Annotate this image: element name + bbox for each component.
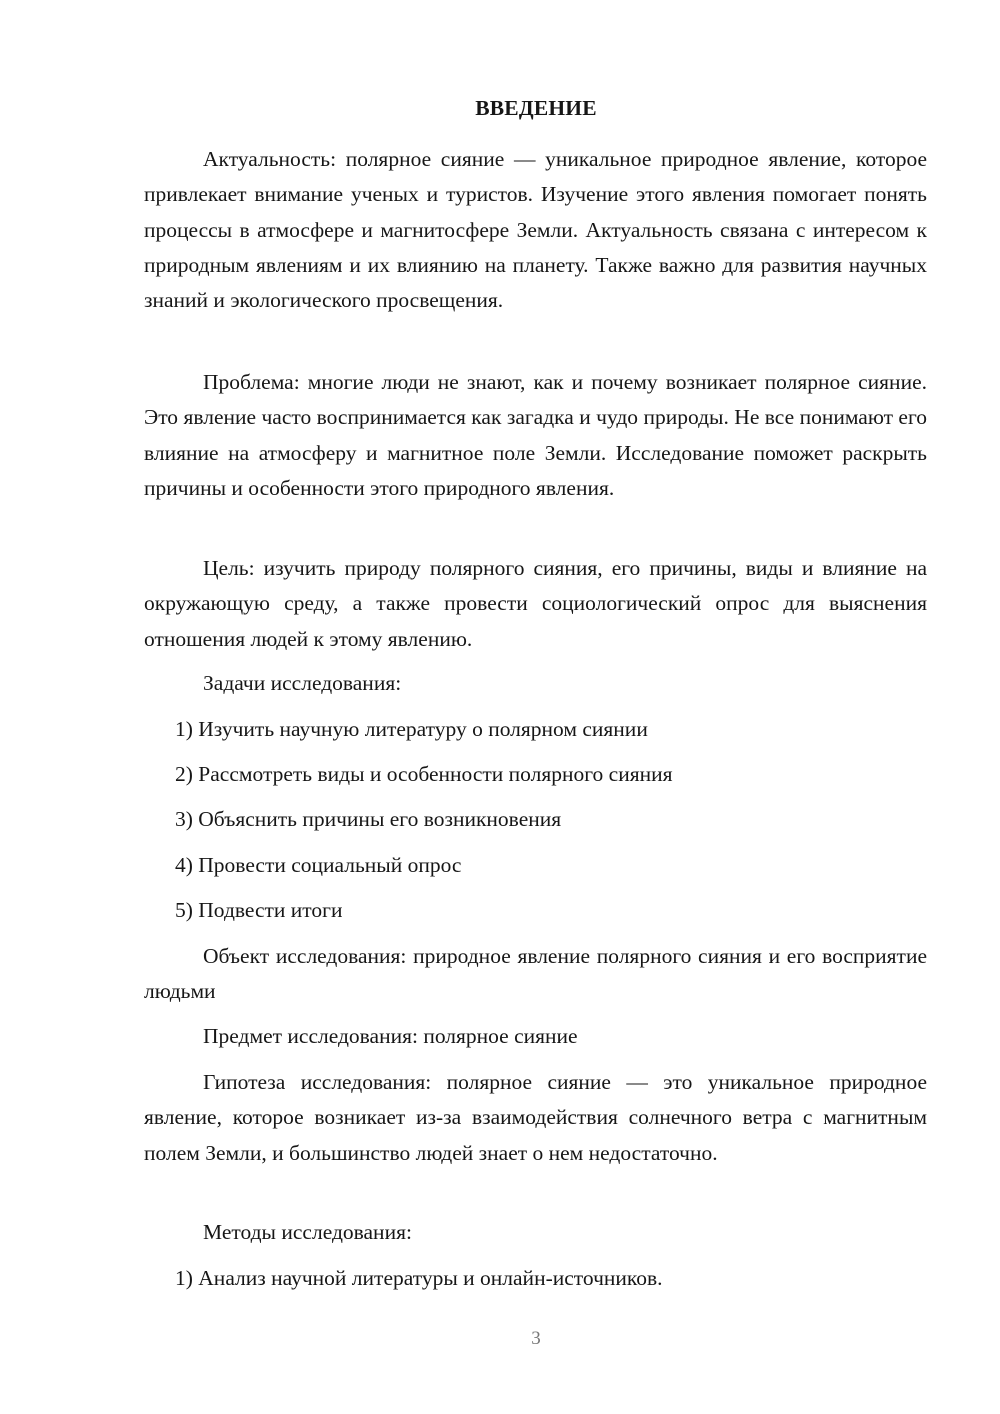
methods-label: Методы исследования: [203, 1220, 412, 1244]
subject-paragraph: Предмет исследования: полярное сияние [203, 1024, 578, 1048]
section-heading: ВВЕДЕНИЕ [475, 96, 597, 120]
object-paragraph: Объект исследования: природное явление полярного сияния и его восприятие людьми [144, 944, 927, 1004]
method-item: 1) Анализ научной литературы и онлайн-источников. [175, 1266, 663, 1290]
task-item: 1) Изучить научную литературу о полярном сиянии [175, 717, 648, 741]
task-item: 3) Объяснить причины его возникновения [175, 807, 562, 831]
task-item: 5) Подвести итоги [175, 898, 343, 922]
page-number: 3 [531, 1328, 541, 1349]
task-item: 2) Рассмотреть виды и особенности полярного сияния [175, 762, 673, 786]
task-item: 4) Провести социальный опрос [175, 853, 462, 877]
relevance-paragraph: Актуальность: полярное сияние — уникальное природное явление, которое привлекает внимание ученых и туристов. Изучение этого явления помогает понять процессы в атмосфере и магнитосфере Земли. Актуальность связана с интересом к природным явлениям и их влиянию на планету. Также важно для развития научных знаний и экологического просвещения. [144, 147, 927, 313]
hypothesis-paragraph: Гипотеза исследования: полярное сияние — это уникальное природное явление, которое возникает из-за взаимодействия солнечного ветра с магнитным полем Земли, и большинство людей знает о нем недостаточно. [144, 1070, 927, 1165]
problem-paragraph: Проблема: многие люди не знают, как и почему возникает полярное сияние. Это явление часто воспринимается как загадка и чудо природы. Не все понимают его влияние на атмосферу и магнитное поле Земли. Исследование поможет раскрыть причины и особенности этого природного явления. [144, 370, 927, 500]
goal-paragraph: Цель: изучить природу полярного сияния, его причины, виды и влияние на окружающую среду, а также провести социологический опрос для выяснения отношения людей к этому явлению. [144, 556, 927, 651]
tasks-label: Задачи исследования: [203, 671, 402, 695]
